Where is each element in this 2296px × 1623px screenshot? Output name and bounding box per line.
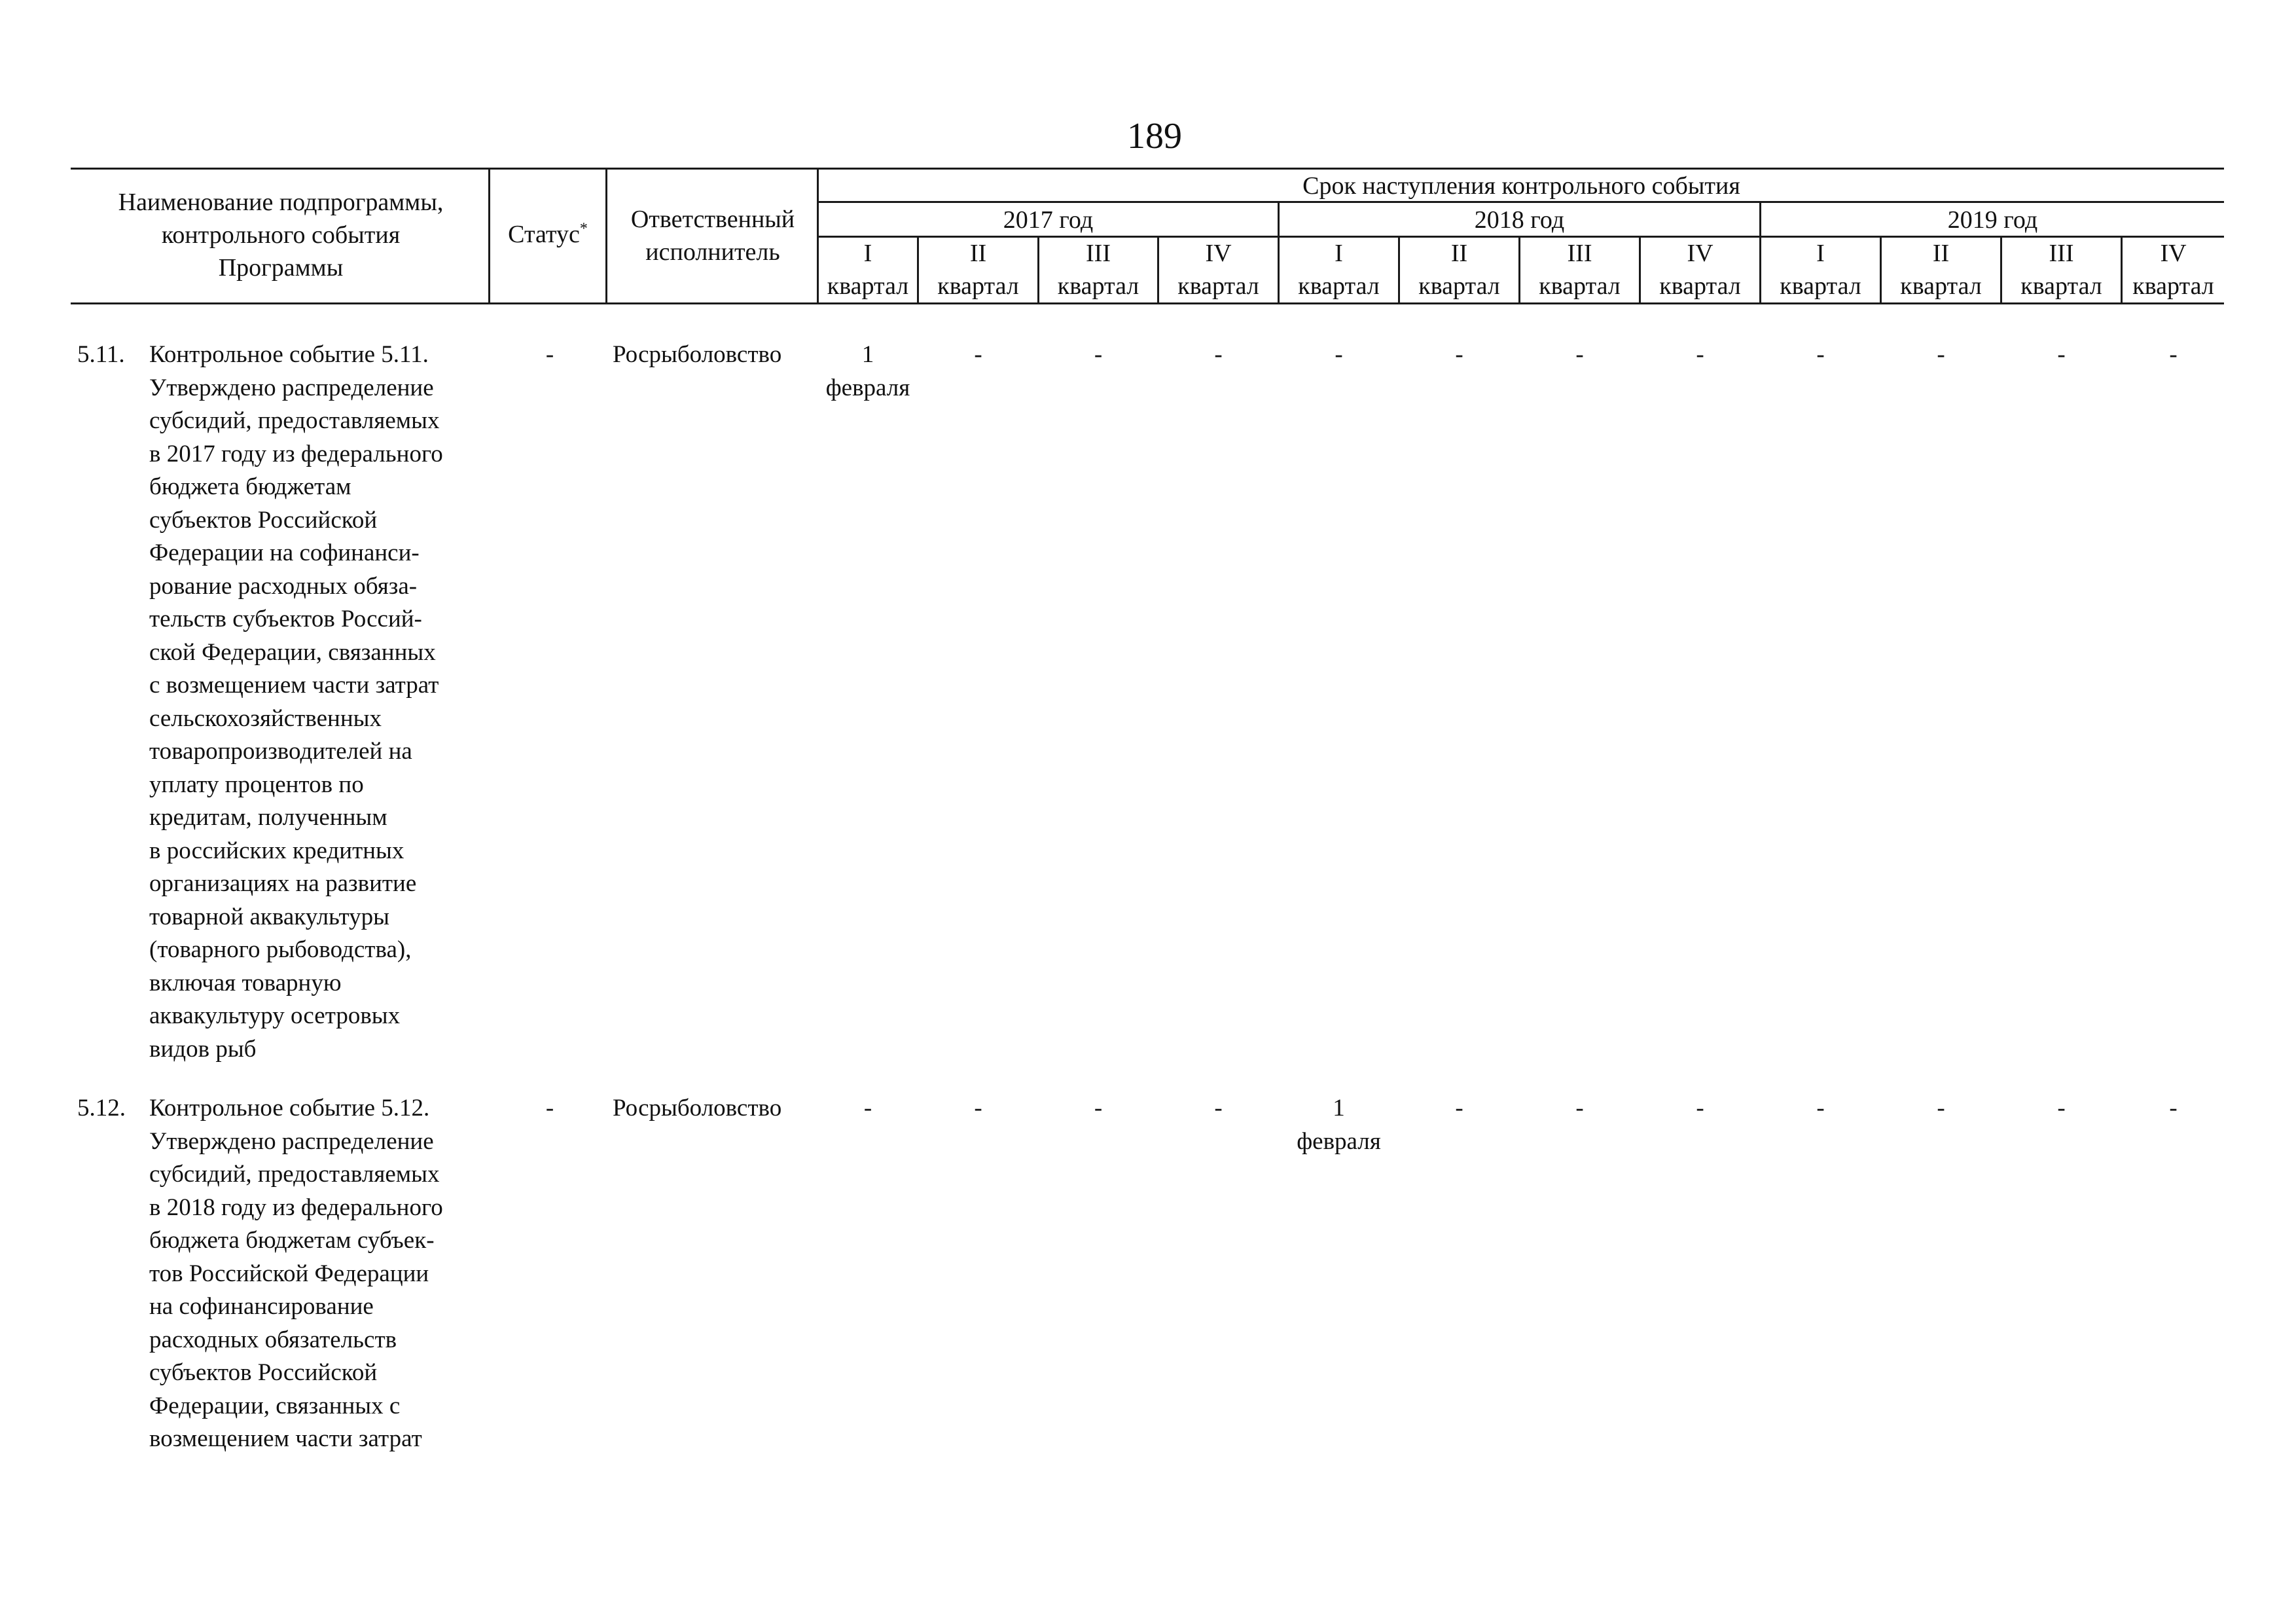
- quarter-value: [1882, 1092, 2000, 1125]
- event-name-line: товарной аквакультуры: [149, 903, 390, 930]
- quarter-numeral: I: [1335, 240, 1343, 267]
- quarter-value: [2123, 1092, 2224, 1125]
- quarter-word: квартал: [937, 272, 1019, 300]
- quarter-value: [1882, 338, 2000, 372]
- header-status-column: [492, 218, 603, 251]
- header-status-label: Статус: [508, 221, 580, 248]
- header-year-2017: 2017 год: [1003, 206, 1094, 234]
- quarter-word: квартал: [1057, 272, 1139, 300]
- quarter-value: [1520, 1092, 1639, 1125]
- col-divider-status: [488, 168, 490, 304]
- event-name-line: ской Федерации, связанных: [149, 638, 436, 666]
- quarter-value-sub: февраля: [825, 374, 910, 401]
- header-bottom-rule: [71, 302, 2224, 304]
- header-name-line: контрольного события: [161, 221, 401, 249]
- quarter-value: [2123, 338, 2224, 372]
- quarter-value-main: -: [1575, 1095, 1584, 1122]
- quarter-value: [1641, 338, 1759, 372]
- event-name-line: на софинансирование: [149, 1293, 374, 1320]
- quarter-value-main: -: [1575, 341, 1584, 368]
- quarter-numeral: IV: [2160, 240, 2187, 267]
- quarter-value-main: -: [2057, 341, 2066, 368]
- quarter-value-main: -: [2169, 341, 2178, 368]
- event-name: [149, 338, 443, 1066]
- quarter-value-main: -: [1455, 341, 1463, 368]
- header-name-column: [73, 186, 488, 284]
- event-name-line: субсидий, предоставляемых: [149, 407, 440, 434]
- header-quarter-cell: [1400, 237, 1518, 302]
- event-name-line: (товарного рыбоводства),: [149, 936, 412, 963]
- header-name-line: Наименование подпрограммы,: [118, 189, 444, 216]
- quarter-value: [1400, 1092, 1518, 1125]
- event-name-line: расходных обязательств: [149, 1326, 397, 1353]
- quarter-value-main: 1: [861, 341, 874, 368]
- event-name-line: аквакультуру осетровых: [149, 1002, 401, 1029]
- row-number: 5.12.: [77, 1095, 126, 1122]
- event-name-line: в 2018 году из федерального: [149, 1194, 443, 1221]
- status-value: -: [545, 341, 554, 368]
- quarter-word: квартал: [1177, 272, 1259, 300]
- header-quarter-cell: [919, 237, 1037, 302]
- event-name-line: Контрольное событие 5.11.: [149, 341, 429, 368]
- quarter-numeral: II: [1450, 240, 1468, 267]
- header-executor-line: Ответственный: [630, 206, 795, 233]
- quarter-value-main: -: [974, 341, 982, 368]
- quarter-word: квартал: [1298, 272, 1380, 300]
- quarter-value-main: -: [1696, 1095, 1704, 1122]
- event-name-line: Федерации на софинанси-: [149, 539, 420, 566]
- col-divider-executor: [605, 168, 607, 304]
- event-name-line: бюджета бюджетам: [149, 473, 351, 500]
- row-number: 5.11.: [77, 341, 125, 368]
- quarter-value-main: -: [1696, 341, 1704, 368]
- header-quarter-cell: [819, 237, 917, 302]
- event-name-line: включая товарную: [149, 969, 342, 996]
- event-name-line: кредитам, полученным: [149, 804, 387, 831]
- event-name-line: организациях на развитие: [149, 870, 417, 897]
- quarter-value: [1159, 1092, 1278, 1125]
- header-quarter-cell: [2123, 237, 2224, 302]
- header-name-line: Программы: [218, 254, 344, 282]
- quarter-value-main: -: [1816, 1095, 1825, 1122]
- quarter-value-main: -: [1094, 341, 1103, 368]
- event-name-line: уплату процентов по: [149, 771, 364, 798]
- quarter-numeral: IV: [1687, 240, 1713, 267]
- footnote-mark: *: [579, 220, 588, 238]
- quarter-value: [919, 1092, 1037, 1125]
- event-name-line: Утверждено распределение: [149, 374, 434, 401]
- event-name-line: Контрольное событие 5.12.: [149, 1095, 430, 1122]
- quarter-value-main: -: [1937, 1095, 1945, 1122]
- quarter-value: [1641, 1092, 1759, 1125]
- quarter-value: [1280, 338, 1398, 372]
- quarter-value: [2002, 338, 2121, 372]
- quarter-numeral: II: [969, 240, 987, 267]
- quarter-value-main: -: [1816, 341, 1825, 368]
- quarter-word: квартал: [1659, 272, 1741, 300]
- event-name-line: сельскохозяйственных: [149, 704, 382, 732]
- header-deadline-title: Срок наступления контрольного события: [1302, 172, 1740, 200]
- quarter-word: квартал: [1900, 272, 1982, 300]
- quarter-value-main: -: [2057, 1095, 2066, 1122]
- quarter-value-main: -: [863, 1095, 872, 1122]
- status-value: -: [545, 1095, 554, 1122]
- event-name-line: субъектов Российской: [149, 506, 378, 534]
- quarter-word: квартал: [1780, 272, 1861, 300]
- header-quarter-cell: [1520, 237, 1639, 302]
- quarter-value: [919, 338, 1037, 372]
- quarter-value-main: -: [974, 1095, 982, 1122]
- quarter-numeral: IV: [1205, 240, 1232, 267]
- header-quarter-cell: [1761, 237, 1880, 302]
- quarter-value-sub: февраля: [1297, 1127, 1381, 1155]
- header-quarter-cell: [1159, 237, 1278, 302]
- quarter-numeral: III: [1567, 240, 1592, 267]
- quarter-word: квартал: [1418, 272, 1500, 300]
- quarter-word: квартал: [827, 272, 909, 300]
- quarter-value: [1520, 338, 1639, 372]
- event-name-line: с возмещением части затрат: [149, 672, 439, 699]
- quarter-numeral: II: [1932, 240, 1950, 267]
- quarter-value: [1400, 338, 1518, 372]
- quarter-value-main: -: [1455, 1095, 1463, 1122]
- quarter-value-main: -: [1214, 1095, 1223, 1122]
- quarter-word: квартал: [2132, 272, 2214, 300]
- event-name-line: бюджета бюджетам субъек-: [149, 1227, 435, 1254]
- event-name-line: видов рыб: [149, 1035, 257, 1063]
- event-name-line: рование расходных обяза-: [149, 572, 418, 600]
- quarter-value: [1039, 1092, 1157, 1125]
- header-quarter-cell: [1280, 237, 1398, 302]
- quarter-value: [1159, 338, 1278, 372]
- quarter-value: [2002, 1092, 2121, 1125]
- header-quarter-cell: [1641, 237, 1759, 302]
- quarter-value: [819, 338, 917, 405]
- event-name-line: в российских кредитных: [149, 837, 404, 864]
- quarter-numeral: III: [1086, 240, 1111, 267]
- header-year-2019: 2019 год: [1947, 206, 2038, 234]
- header-quarter-cell: [2002, 237, 2121, 302]
- page-number: 189: [1127, 116, 1182, 156]
- quarter-numeral: I: [1816, 240, 1825, 267]
- quarter-value-main: -: [1335, 341, 1343, 368]
- quarter-value: [1761, 1092, 1880, 1125]
- quarter-value: [1280, 1092, 1398, 1158]
- quarter-value: [819, 1092, 917, 1125]
- header-year-2018: 2018 год: [1474, 206, 1565, 234]
- quarter-value-main: -: [2169, 1095, 2178, 1122]
- quarter-value-main: -: [1094, 1095, 1103, 1122]
- event-name-line: возмещением части затрат: [149, 1425, 422, 1452]
- quarter-value: [1761, 338, 1880, 372]
- quarter-value-main: -: [1214, 341, 1223, 368]
- event-name-line: Федерации, связанных с: [149, 1392, 401, 1419]
- quarter-numeral: III: [2049, 240, 2074, 267]
- event-name-line: тов Российской Федерации: [149, 1260, 429, 1287]
- event-name-line: субъектов Российской: [149, 1359, 378, 1386]
- quarter-value-main: -: [1937, 341, 1945, 368]
- quarter-word: квартал: [2020, 272, 2102, 300]
- event-name-line: Утверждено распределение: [149, 1127, 434, 1155]
- quarter-numeral: I: [863, 240, 872, 267]
- quarter-value-main: 1: [1333, 1095, 1345, 1122]
- quarter-value: [1039, 338, 1157, 372]
- event-name-line: субсидий, предоставляемых: [149, 1161, 440, 1188]
- event-name-line: товаропроизводителей на: [149, 738, 412, 765]
- event-name: [149, 1092, 443, 1456]
- header-quarter-cell: [1039, 237, 1157, 302]
- executor-value: Росрыболовство: [613, 1095, 782, 1122]
- header-quarter-cell: [1882, 237, 2000, 302]
- quarter-word: квартал: [1539, 272, 1621, 300]
- header-executor-column: [609, 203, 817, 268]
- executor-value: Росрыболовство: [613, 341, 782, 368]
- event-name-line: тельств субъектов Россий-: [149, 606, 422, 632]
- event-name-line: в 2017 году из федерального: [149, 440, 443, 467]
- header-executor-line: исполнитель: [645, 238, 780, 266]
